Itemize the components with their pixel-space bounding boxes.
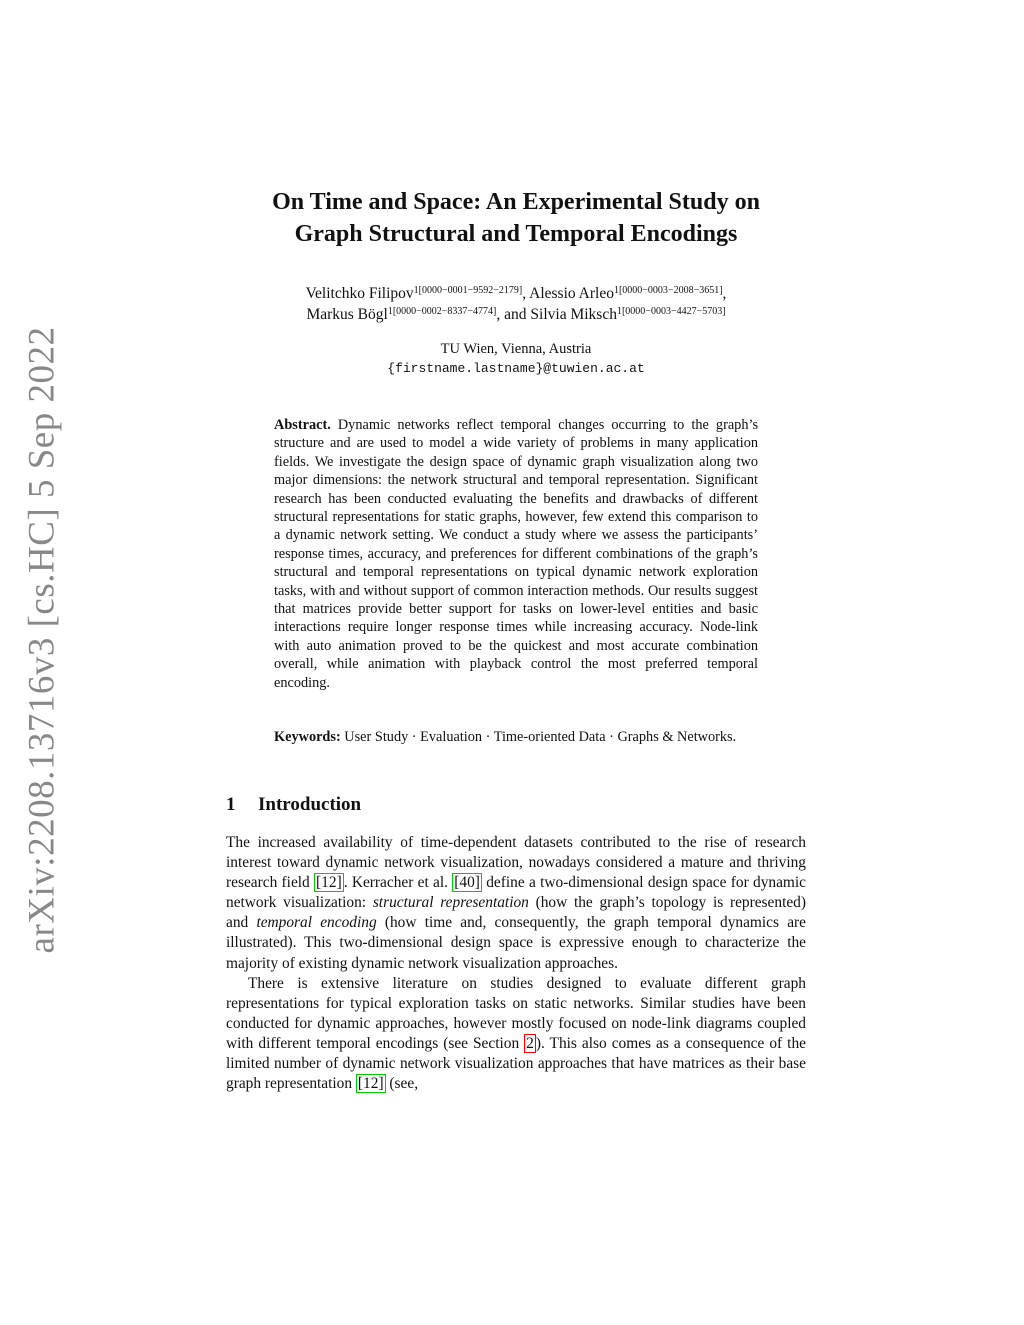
author-orcid[interactable]: 1[0000−0001−9592−2179] (413, 285, 523, 296)
author-name: Velitchko Filipov (305, 285, 414, 302)
author-name: Markus Bögl (306, 306, 388, 323)
paper-title (226, 186, 806, 250)
author-list (226, 283, 806, 325)
text-run: The increased availability of time-dependent datasets contributed to the rise of research interest toward dynamic network visualization, nowadays considered a mature and thriving research field (226, 834, 806, 892)
author-name: Silvia Miksch (530, 306, 617, 323)
title-line-2: Graph Structural and Temporal Encodings (294, 221, 738, 247)
keywords-text: User Study · Evaluation · Time-oriented Data · Graphs & Networks. (344, 729, 737, 745)
keywords (274, 728, 758, 746)
abstract (274, 416, 758, 692)
author-name: Alessio Arleo (529, 285, 614, 302)
email[interactable]: {firstname.lastname}@tuwien.ac.at (387, 361, 645, 376)
title-line-1: On Time and Space: An Experimental Study on (272, 189, 760, 215)
affiliation-block (226, 340, 806, 378)
paragraph (226, 833, 806, 974)
section-body (226, 833, 806, 1094)
citation-link[interactable]: [12] (316, 874, 342, 892)
emphasis: temporal encoding (256, 914, 377, 932)
text-run: ). This also comes as a consequence of the limited number of dynamic network visualization approaches that have matrices as their base graph representation (226, 1034, 806, 1093)
author-orcid[interactable]: 1[0000−0003−4427−5703] (616, 306, 726, 317)
section-title: Introduction (258, 794, 362, 815)
section-number: 1 (226, 794, 236, 815)
abstract-text: Dynamic networks reflect temporal changes occurring to the graph’s structure and are used to model a wide variety of problems in many application fields. We investigate the design space of dynamic graph visualization along two major dimensions: the network structural and temporal representation. Significant research has been conducted evaluating the benefits and drawbacks of different structural representations for static graphs, however, few extend this comparison to a dynamic network setting. We conduct a study where we assess the participants’ response times, accuracy, and preferences for different combinations of the graph’s structural and temporal representations on typical dynamic network exploration tasks, with and without support of common interaction methods. Our results suggest that matrices provide better support for tasks on lower-level entities and basic interactions require longer response times while increasing accuracy. Node-link with auto animation proved to be the quickest and most accurate combination overall, while animation with playback control the most preferred temporal encoding. (274, 417, 759, 691)
citation-link[interactable]: [12] (357, 1075, 384, 1093)
keywords-label: Keywords: (274, 729, 341, 745)
affiliation: TU Wien, Vienna, Austria (440, 341, 592, 357)
text-run: (how the graph’s topology is represented) and (226, 894, 806, 932)
author-separator: , and (496, 306, 531, 323)
author-orcid[interactable]: 1[0000−0003−2008−3651] (613, 285, 723, 296)
citation-link[interactable]: [40] (454, 874, 480, 892)
arxiv-identifier: arXiv:2208.13716v3 [cs.HC] 5 Sep 2022 (21, 326, 63, 954)
text-run: (see, (385, 1075, 419, 1093)
text-run: There is extensive literature on studies designed to evaluate different graph representations for typical exploration tasks on static networks. Similar studies have been conducted for dynamic approaches, however mostly focused on node-link diagrams coupled with different temporal encodings (see Section (226, 974, 806, 1052)
text-run: . Kerracher et al. (343, 874, 453, 892)
text-run: (how time and, consequently, the graph temporal dynamics are illustrated). This two-dimensional design space is expressive enough to characterize the majority of existing dynamic network visualization approaches. (226, 914, 806, 972)
author-separator: , (722, 285, 727, 302)
paragraph (226, 974, 806, 1095)
author-separator: , (522, 285, 530, 302)
section-ref-link[interactable]: 2 (526, 1034, 534, 1052)
abstract-label: Abstract. (274, 417, 331, 433)
author-orcid[interactable]: 1[0000−0002−8337−4774] (387, 306, 497, 317)
section-heading (226, 794, 806, 816)
emphasis: structural representation (372, 894, 529, 912)
text-run: define a two-dimensional design space for dynamic network visualization: (226, 874, 806, 912)
